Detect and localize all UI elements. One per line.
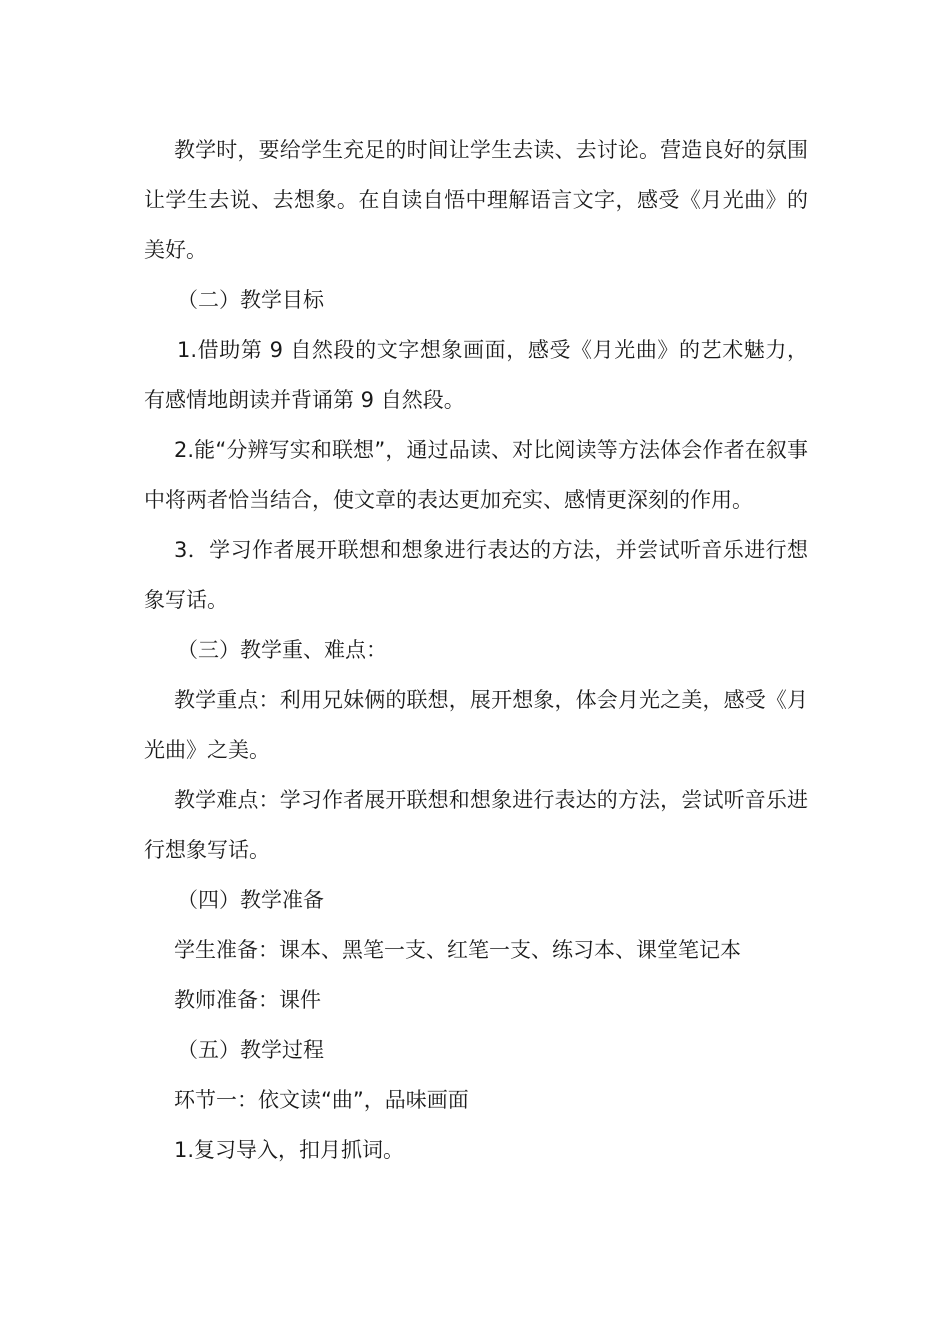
goal-item-3: 3．学习作者展开联想和想象进行表达的方法，并尝试听音乐进行想象写话。 (144, 538, 808, 612)
goal-item-1: 1.借助第 9 自然段的文字想象画面，感受《月光曲》的艺术魅力，有感情地朗读并背诵第 9 自然段。 (144, 338, 808, 412)
document-page (144, 125, 808, 1175)
paragraph-intro: 教学时，要给学生充足的时间让学生去读、去讨论。营造良好的氛围让学生去说、去想象。在自读自悟中理解语言文字，感受《月光曲》的美好。 (144, 138, 808, 262)
heading-preparation: （四）教学准备 (177, 888, 324, 912)
heading-key-points: （三）教学重、难点： (177, 638, 387, 662)
teacher-preparation: 教师准备：课件 (174, 988, 321, 1012)
heading-teaching-goals: （二）教学目标 (177, 288, 324, 312)
process-substep-1: 1.复习导入，扣月抓词。 (174, 1138, 405, 1162)
student-preparation: 学生准备：课本、黑笔一支、红笔一支、练习本、课堂笔记本 (174, 938, 741, 962)
heading-process: （五）教学过程 (177, 1038, 324, 1062)
goal-item-2: 2.能“分辨写实和联想”，通过品读、对比阅读等方法体会作者在叙事中将两者恰当结合，使文章的表达更加充实、感情更深刻的作用。 (144, 438, 808, 512)
key-point: 教学重点：利用兄妹俩的联想，展开想象，体会月光之美，感受《月光曲》之美。 (144, 688, 808, 762)
difficult-point: 教学难点：学习作者展开联想和想象进行表达的方法，尝试听音乐进行想象写话。 (144, 788, 808, 862)
process-step-1: 环节一：依文读“曲”，品味画面 (174, 1088, 469, 1112)
